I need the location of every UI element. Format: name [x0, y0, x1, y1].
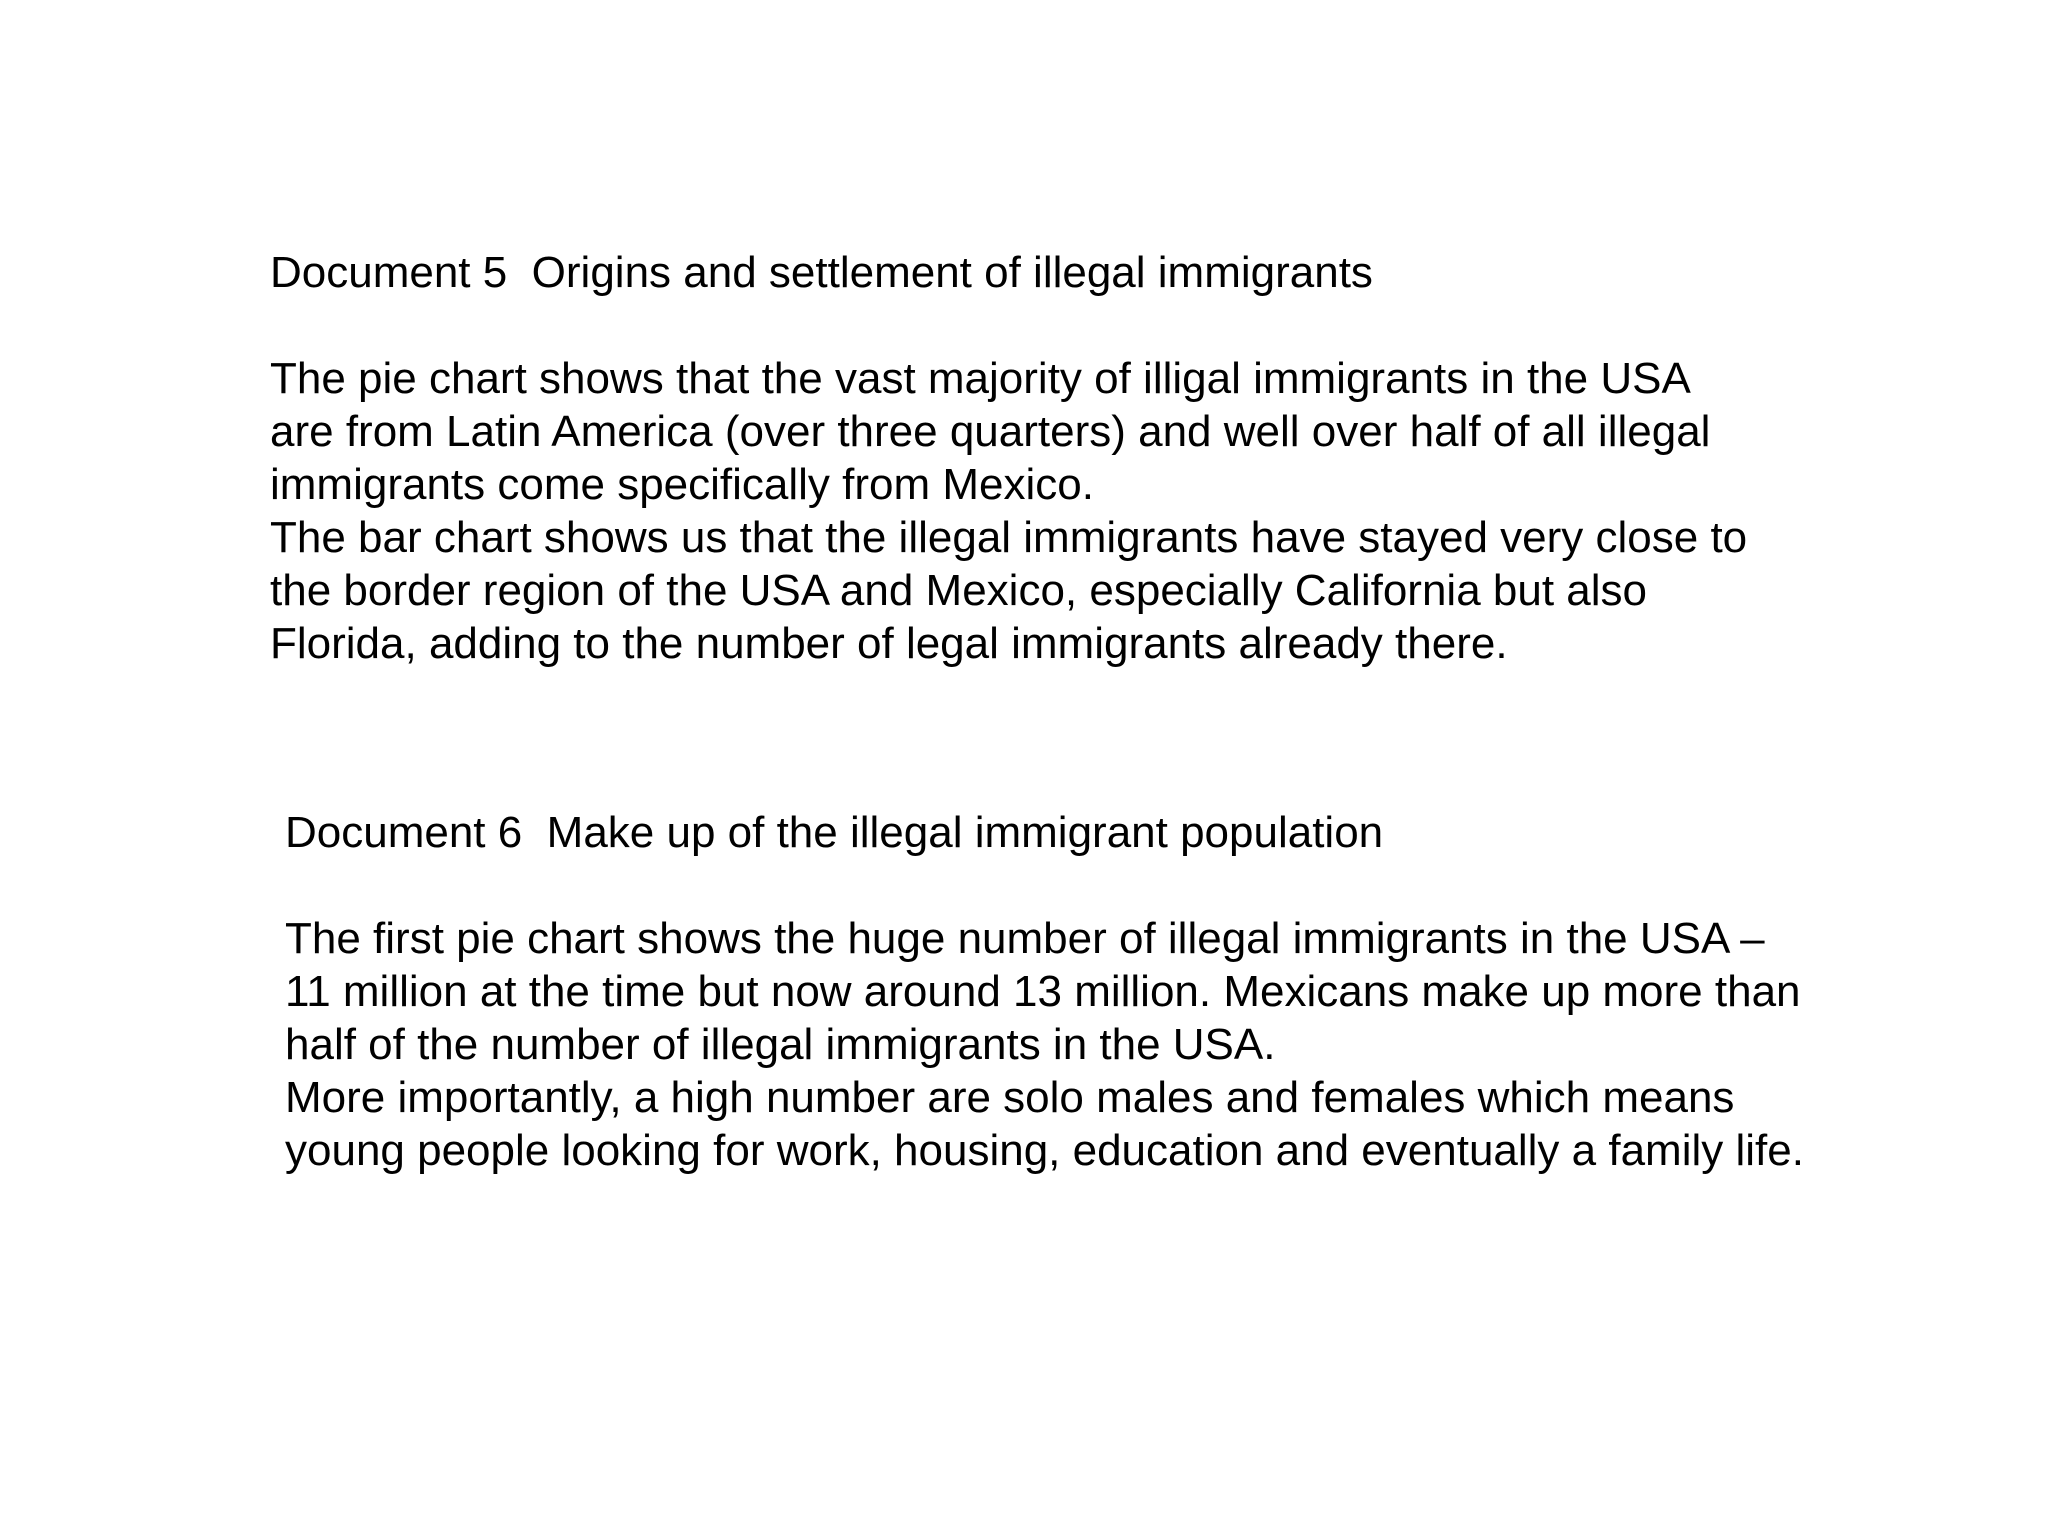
document-5-spacer	[270, 299, 1747, 352]
document-5-line: Florida, adding to the number of legal immigrants already there.	[270, 619, 1508, 668]
document-6-heading: Document 6 Make up of the illegal immigrant population	[285, 808, 1384, 857]
document-5-heading: Document 5 Origins and settlement of illegal immigrants	[270, 248, 1373, 297]
document-5-line: are from Latin America (over three quarters) and well over half of all illegal	[270, 407, 1711, 456]
document-6-body	[285, 912, 1804, 1177]
document-6-line: The first pie chart shows the huge number of illegal immigrants in the USA –	[285, 914, 1765, 963]
document-6-section	[285, 806, 1804, 1177]
document-5-section	[270, 246, 1747, 670]
document-6-line: young people looking for work, housing, education and eventually a family life.	[285, 1126, 1804, 1175]
document-5-line: the border region of the USA and Mexico, especially California but also	[270, 566, 1647, 615]
document-6-spacer	[285, 859, 1804, 912]
document-6-line: More importantly, a high number are solo males and females which means	[285, 1073, 1735, 1122]
document-5-line: The bar chart shows us that the illegal immigrants have stayed very close to	[270, 513, 1748, 562]
document-6-line: 11 million at the time but now around 13 million. Mexicans make up more than	[285, 967, 1801, 1016]
document-5-body	[270, 352, 1747, 670]
document-5-line: The pie chart shows that the vast majority of illigal immigrants in the USA	[270, 354, 1691, 403]
document-6-line: half of the number of illegal immigrants in the USA.	[285, 1020, 1276, 1069]
document-5-line: immigrants come specifically from Mexico.	[270, 460, 1094, 509]
